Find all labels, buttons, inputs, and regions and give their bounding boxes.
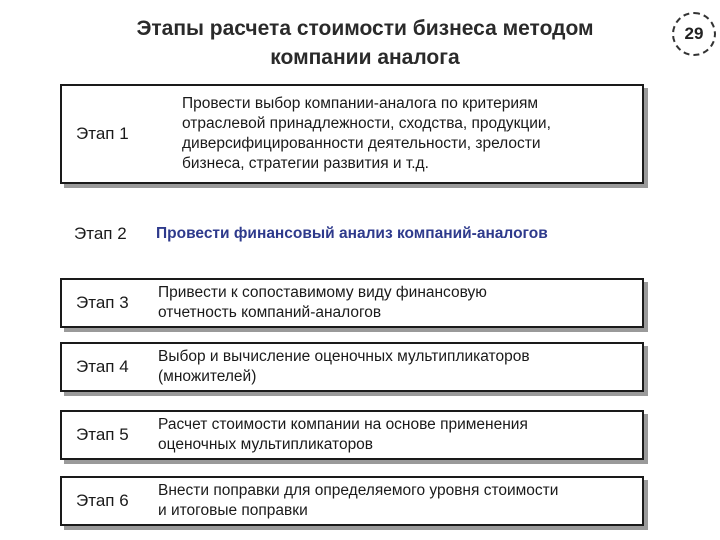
stage-row-3 [60, 278, 644, 328]
stage-row-2 [60, 214, 644, 254]
stage-2-line-1: Провести финансовый анализ компаний-аналогов [156, 225, 548, 242]
stage-1-line-3: диверсифицированности деятельности, зрелости [182, 135, 541, 152]
stage-3-line-1: Привести к сопоставимому виду финансовую [158, 284, 487, 301]
stage-label-3: Этап 3 [76, 293, 129, 312]
stage-5-line-2: оценочных мультипликаторов [158, 436, 374, 453]
stage-description-5 [158, 415, 642, 455]
page-title [60, 14, 670, 72]
page-number: 29 [684, 24, 704, 43]
stage-label-5: Этап 5 [76, 425, 129, 444]
stage-4-line-1: Выбор и вычисление оценочных мультипликаторов [158, 348, 530, 365]
stage-row-1 [60, 84, 644, 184]
stage-label-4: Этап 4 [76, 357, 129, 376]
stage-1-line-4: бизнеса, стратегии развития и т.д. [182, 155, 429, 172]
stage-box-3 [60, 278, 644, 328]
stage-label-1: Этап 1 [76, 124, 129, 143]
stage-box-2 [60, 214, 644, 254]
stage-label-2: Этап 2 [74, 224, 127, 243]
stage-description-1 [158, 94, 642, 174]
stage-6-line-1: Внести поправки для определяемого уровня стоимости [158, 482, 559, 499]
stage-1-line-2: отраслевой принадлежности, сходства, продукции, [182, 115, 551, 132]
title-line-1: Этапы расчета стоимости бизнеса методом [136, 17, 594, 40]
stage-row-5 [60, 410, 644, 460]
stage-3-line-2: отчетность компаний-аналогов [158, 304, 382, 321]
stage-row-6 [60, 476, 644, 526]
stage-box-6 [60, 476, 644, 526]
stage-row-4 [60, 342, 644, 392]
stage-label-6: Этап 6 [76, 491, 129, 510]
stage-4-line-2: (множителей) [158, 368, 257, 385]
title-line-2: компании аналога [270, 46, 460, 69]
stage-description-6 [158, 481, 642, 521]
stage-description-3 [158, 283, 642, 323]
stage-6-line-2: и итоговые поправки [158, 502, 308, 519]
stage-description-2 [156, 224, 644, 244]
stage-description-4 [158, 347, 642, 387]
stage-box-1 [60, 84, 644, 184]
page-number-badge [672, 12, 716, 56]
stage-box-4 [60, 342, 644, 392]
stage-5-line-1: Расчет стоимости компании на основе применения [158, 416, 528, 433]
stage-box-5 [60, 410, 644, 460]
stage-1-line-1: Провести выбор компании-аналога по критериям [182, 95, 539, 112]
